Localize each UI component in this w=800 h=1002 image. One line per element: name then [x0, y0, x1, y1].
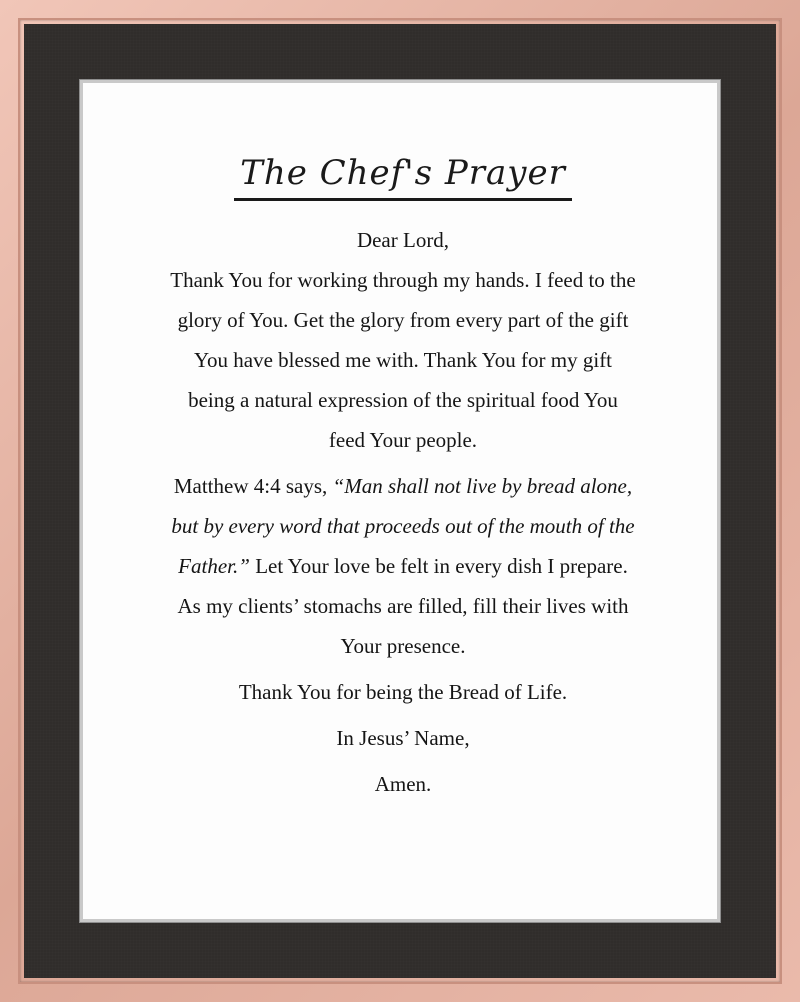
scripture-reference: Matthew 4:4 says, [173, 474, 333, 498]
paragraph2-line-3-text: Let Your love be felt in every dish I prepare. [249, 554, 628, 578]
salutation: Dear Lord, [356, 228, 450, 252]
paragraph2-line-4: As my clients’ stomachs are filled, fill their lives with [177, 594, 629, 618]
paragraph1-line-4: being a natural expression of the spiritual food You [188, 388, 618, 412]
prayer-title-text: The Chef's Prayer [234, 155, 572, 201]
paragraph1-line-1: Thank You for working through my hands. I feed to the [170, 268, 636, 292]
paragraph2-line-5: Your presence. [340, 634, 466, 658]
prayer-title [83, 153, 723, 201]
paragraph1-line-3: You have blessed me with. Thank You for my gift [193, 348, 613, 372]
prayer-paper [80, 80, 720, 922]
paragraph1-line-2: glory of You. Get the glory from every part of the gift [177, 308, 629, 332]
paragraph2-line-1 [123, 466, 683, 506]
closing-line-3: Amen. [374, 772, 432, 796]
scripture-quote-part-1: “Man shall not live by bread alone, [332, 474, 633, 498]
paragraph2-line-3 [123, 546, 683, 586]
paragraph1-line-5: feed Your people. [328, 428, 478, 452]
closing-line-2: In Jesus’ Name, [336, 726, 470, 750]
paragraph2-line-2: but by every word that proceeds out of the mouth of the [171, 514, 635, 538]
scripture-quote-part-3: Father.” [178, 554, 250, 578]
prayer-body [123, 220, 683, 804]
closing-line-1: Thank You for being the Bread of Life. [238, 680, 568, 704]
